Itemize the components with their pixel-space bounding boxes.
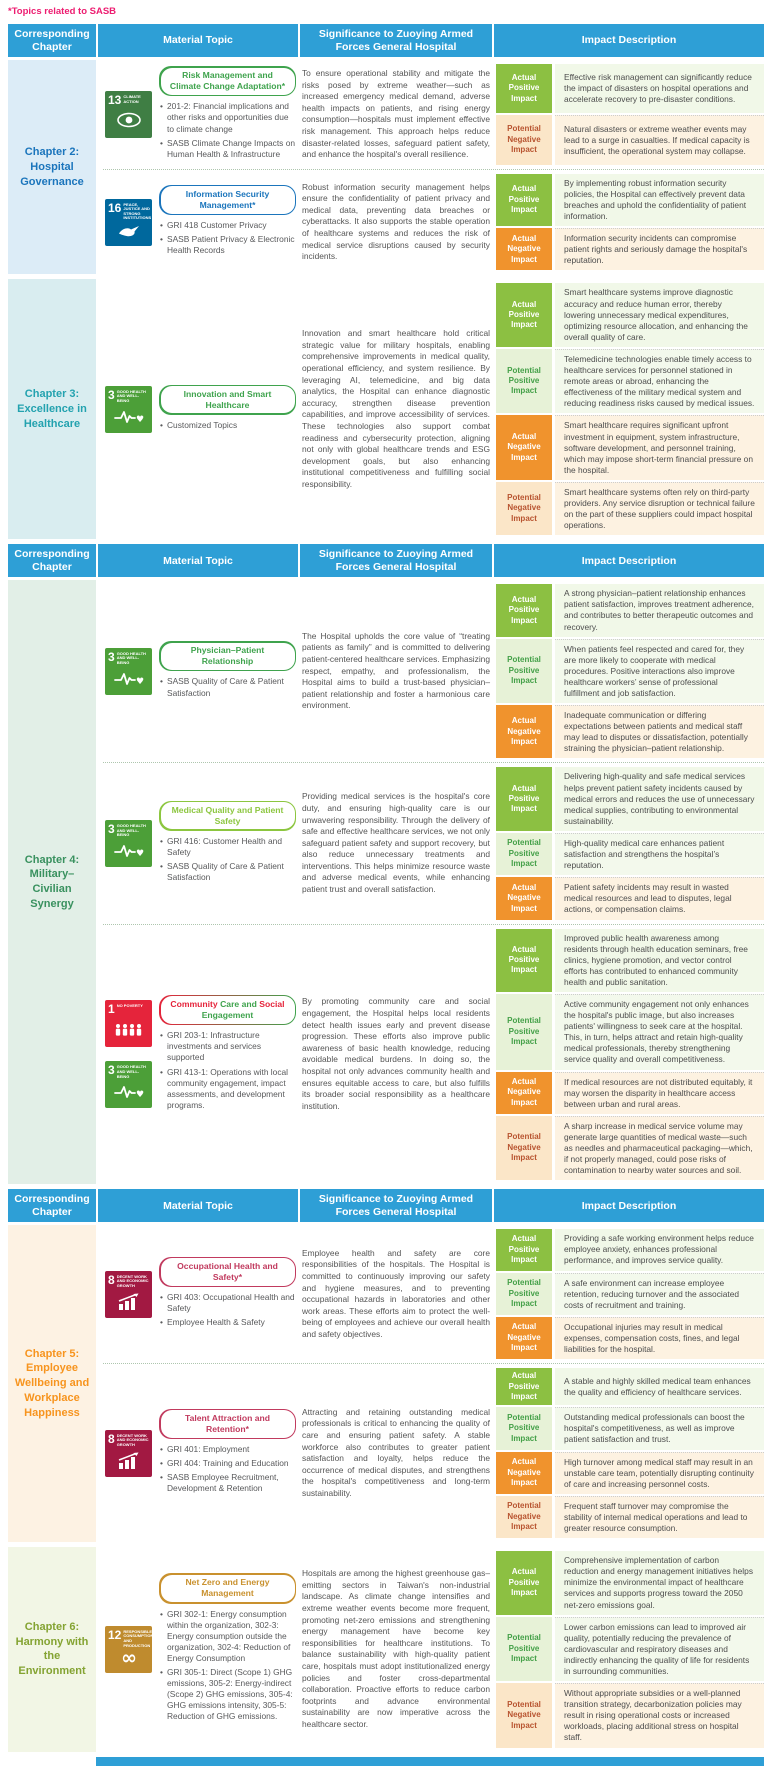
pill-text: Medical Quality and Patient Safety bbox=[171, 804, 284, 826]
topic-row bbox=[103, 279, 764, 539]
topic-row bbox=[103, 1547, 764, 1751]
impact-description-text: High-quality medical care enhances patient satisfaction and strengthens the hospital’s reputation. bbox=[555, 833, 764, 875]
topic-row bbox=[103, 580, 764, 762]
impact-row bbox=[496, 929, 764, 992]
chapter-title: Chapter 6: Harmony with the Environment bbox=[15, 1620, 89, 1678]
actual-positive-badge: Actual Positive Impact bbox=[496, 584, 552, 636]
chapter-row bbox=[8, 279, 764, 539]
sdg-icon-column bbox=[105, 199, 152, 246]
pill-text-segment: Social bbox=[259, 998, 285, 1009]
impact-row bbox=[496, 1683, 764, 1747]
impact-description-text: Outstanding medical professionals can boost the hospital's competitiveness, as well as improve patient satisfaction and trust. bbox=[555, 1407, 764, 1449]
material-topic-cell bbox=[103, 183, 296, 262]
impact-row bbox=[496, 1072, 764, 1114]
material-topic-body bbox=[159, 185, 296, 260]
impact-description-text: By implementing robust information security policies, the Hospital can effectively prevent data breaches and uphold the confidentiality of patient information. bbox=[555, 174, 764, 226]
sdg-header bbox=[108, 1433, 149, 1448]
sdg-13-icon bbox=[105, 91, 152, 138]
potential-negative-badge: Potential Negative Impact bbox=[496, 1116, 552, 1180]
actual-positive-badge: Actual Positive Impact bbox=[496, 283, 552, 346]
sdg-title: GOOD HEALTH AND WELL-BEING bbox=[116, 650, 146, 666]
impact-description-text: Without appropriate subsidies or a well-planned transition strategy, decarbonization policies may result in rising operational costs or increased workloads, placing additional stress on hospital staff. bbox=[555, 1683, 764, 1747]
impact-list bbox=[496, 929, 764, 1181]
sdg-number: 12 bbox=[108, 1627, 122, 1642]
material-topic-label bbox=[161, 186, 295, 213]
heartbeat-icon bbox=[108, 838, 149, 864]
pill-text: Net Zero and Energy Management bbox=[185, 1577, 270, 1599]
gri-standard-item: • 201-2: Financial implications and other risks and opportunities due to climate change bbox=[159, 101, 296, 134]
impact-description-text: Comprehensive implementation of carbon reduction and energy management initiatives helps minimize the environmental impact of healthcare services and supports progress toward the 2050 net-zero emissions goal. bbox=[555, 1551, 764, 1614]
sdg-8-icon bbox=[105, 1430, 152, 1477]
impact-row bbox=[496, 1496, 764, 1538]
impact-row bbox=[496, 584, 764, 636]
topic-row bbox=[103, 60, 764, 169]
sdg-header bbox=[108, 1064, 149, 1079]
material-topic-label bbox=[161, 643, 295, 670]
impact-row bbox=[496, 174, 764, 226]
report-table bbox=[8, 24, 764, 1752]
column-header-impact-description: Impact Description bbox=[494, 544, 764, 577]
gri-standard-list bbox=[159, 676, 296, 701]
impact-description-text: Providing a safe working environment helps reduce employee anxiety, enhances professional performance, and improves service quality. bbox=[555, 1229, 764, 1270]
sdg-number: 13 bbox=[108, 92, 122, 107]
actual-negative-badge: Actual Negative Impact bbox=[496, 1317, 552, 1359]
potential-negative-badge: Potential Negative Impact bbox=[496, 1496, 552, 1538]
sdg-header bbox=[108, 200, 152, 221]
topic-row bbox=[103, 924, 764, 1185]
material-topic-cell bbox=[103, 1407, 296, 1500]
sdg-number: 3 bbox=[108, 1063, 115, 1078]
chapter-cell bbox=[8, 60, 96, 274]
impact-row bbox=[496, 705, 764, 758]
sdg-title: RESPONSIBLE CONSUMPTION AND PRODUCTION bbox=[123, 1628, 154, 1648]
sdg-title: DECENT WORK AND ECONOMIC GROWTH bbox=[116, 1273, 149, 1288]
impact-row bbox=[496, 1368, 764, 1405]
sdg-number: 1 bbox=[108, 1002, 115, 1017]
gri-standard-list bbox=[159, 101, 296, 162]
impact-list bbox=[496, 767, 764, 919]
sdg-header bbox=[108, 389, 149, 404]
significance-text: Innovation and smart healthcare hold critical strategic value for military hospitals, enabling comprehensive improvements in medical quality, operational efficiency, and system resilience. By leveraging AI, telemedicine, and big data analytics, the Hospital can enhance diagnostic accuracy, strengthen disease prevention capabilities, and improve accessibility of services. These technologies also support combat readiness and cybersecurity protection, aligning not only with global healthcare trends and ESG development goals, but also enhancing institutional competitiveness and fulfilling social responsibility. bbox=[302, 328, 490, 489]
significance-text: Hospitals are among the highest greenhouse gas–emitting sectors in Taiwan's non-industrial landscape. As climate change intensifies and extreme weather events become more frequent, promoting net-zero emissions and strengthening energy management have become key responsibilities for healthcare institutions. To balance sustainability with high-quality patient care, hospitals must adopt institutionalized energy policies and foster cross-departmental collaboration. Proactive efforts to reduce carbon footprints and advance environmental sustainability are now imperative across the healthcare sector. bbox=[302, 1568, 490, 1729]
potential-positive-badge: Potential Positive Impact bbox=[496, 639, 552, 703]
sdg-title: CLIMATE ACTION bbox=[123, 93, 141, 104]
table-header bbox=[8, 544, 764, 577]
column-header-significance: Significance to Zuoying Armed Forces General Hospital bbox=[300, 1189, 492, 1222]
gri-standard-item: • SASB Quality of Care & Patient Satisfaction bbox=[159, 861, 296, 883]
impact-row bbox=[496, 639, 764, 703]
sdg-title: GOOD HEALTH AND WELL-BEING bbox=[116, 388, 146, 404]
chapter-cell bbox=[8, 580, 96, 1184]
gri-standard-item: • SASB Quality of Care & Patient Satisfaction bbox=[159, 676, 296, 698]
sdg-number: 3 bbox=[108, 387, 115, 402]
potential-positive-badge: Potential Positive Impact bbox=[496, 994, 552, 1070]
sdg-number: 3 bbox=[108, 649, 115, 664]
topic-list bbox=[96, 279, 764, 539]
actual-negative-badge: Actual Negative Impact bbox=[496, 1452, 552, 1494]
impact-row bbox=[496, 228, 764, 270]
actual-positive-badge: Actual Positive Impact bbox=[496, 929, 552, 992]
impact-row bbox=[496, 833, 764, 875]
sdg-icon-column bbox=[105, 1430, 152, 1477]
topic-row bbox=[103, 1225, 764, 1363]
material-topic-label bbox=[161, 802, 295, 829]
impact-row bbox=[496, 767, 764, 830]
gri-standard-list bbox=[159, 1292, 296, 1331]
column-header-corresponding-chapter: Corresponding Chapter bbox=[8, 1189, 96, 1222]
sdg-icon-column bbox=[105, 91, 152, 138]
chapter-cell bbox=[8, 1547, 96, 1751]
significance-text: Employee health and safety are core responsibilities of the hospitals. The Hospital is committed to continuously improving our safety and hygiene measures, and to preventing occupational hazards in laboratories and other work areas. These efforts aim to protect the well-being of employees and achieve our overall health and safety objectives. bbox=[302, 1247, 490, 1339]
impact-description-text: Frequent staff turnover may compromise the stability of internal medical operations and lead to greater resource consumption. bbox=[555, 1496, 764, 1538]
material-topic-pill bbox=[159, 1409, 296, 1439]
svg-text:♥: ♥ bbox=[135, 1090, 144, 1101]
impact-description-text: Inadequate communication or differing expectations between patients and medical staff may lead to disputes or dissatisfaction, potentially straining the physician–patient relationship. bbox=[555, 705, 764, 758]
chapter-row bbox=[8, 1225, 764, 1542]
column-header-impact-description: Impact Description bbox=[494, 1189, 764, 1222]
impact-description-text: High turnover among medical staff may result in an unstable care team, potentially disrupting continuity of care and increasing personnel costs. bbox=[555, 1452, 764, 1494]
sdg-number: 8 bbox=[108, 1431, 115, 1446]
impact-list bbox=[496, 1229, 764, 1359]
svg-text:♥: ♥ bbox=[135, 848, 144, 859]
material-topic-pill bbox=[159, 1257, 296, 1287]
impact-row bbox=[496, 115, 764, 165]
material-topic-body bbox=[159, 801, 296, 887]
chapter-row bbox=[8, 580, 764, 1184]
potential-positive-badge: Potential Positive Impact bbox=[496, 1617, 552, 1681]
heartbeat-icon bbox=[108, 1079, 149, 1105]
sdg-title: DECENT WORK AND ECONOMIC GROWTH bbox=[116, 1432, 149, 1447]
dove-icon bbox=[108, 221, 149, 243]
sdg-header bbox=[108, 94, 149, 106]
column-header-corresponding-chapter: Corresponding Chapter bbox=[8, 544, 96, 577]
growth-chart-icon bbox=[108, 1447, 149, 1473]
material-topic-body bbox=[159, 641, 296, 702]
column-header-corresponding-chapter: Corresponding Chapter bbox=[8, 24, 96, 57]
actual-negative-badge: Actual Negative Impact bbox=[496, 705, 552, 758]
impact-row bbox=[496, 1617, 764, 1681]
pill-text: Innovation and Smart Healthcare bbox=[183, 388, 272, 410]
topic-list bbox=[96, 1225, 764, 1542]
significance-text: By promoting community care and social engagement, the Hospital helps local residents detect health issues early and prevent disease progression. These efforts also improve public awareness of basic health knowledge, reducing avoidable medical burdens. In doing so, the hospital not only advances community health and ensures equitable access to care, but also fulfills its broader social responsibility as a healthcare institution. bbox=[302, 996, 490, 1111]
impact-row bbox=[496, 349, 764, 413]
impact-row bbox=[496, 283, 764, 346]
impact-row bbox=[496, 1317, 764, 1359]
topic-row bbox=[103, 169, 764, 275]
sasb-note: *Topics related to SASB bbox=[8, 6, 117, 17]
material-topic-cell bbox=[103, 799, 296, 889]
sdg-title: GOOD HEALTH AND WELL-BEING bbox=[116, 822, 146, 838]
impact-list bbox=[496, 64, 764, 165]
chapter-title: Chapter 5: Employee Wellbeing and Workplace Happiness bbox=[14, 1347, 90, 1419]
material-topic-cell bbox=[103, 993, 296, 1116]
impact-description-text: Patient safety incidents may result in wasted medical resources and lead to disputes, legal actions, or compensation claims. bbox=[555, 877, 764, 919]
chapter-title: Chapter 4: Military– Civilian Synergy bbox=[24, 853, 80, 911]
sdg-icon-column bbox=[105, 386, 152, 433]
actual-negative-badge: Actual Negative Impact bbox=[496, 877, 552, 919]
impact-list bbox=[496, 1551, 764, 1747]
column-header-material-topic: Material Topic bbox=[98, 544, 298, 577]
actual-positive-badge: Actual Positive Impact bbox=[496, 1229, 552, 1270]
significance-text: The Hospital upholds the core value of “treating patients as family” and is committed to delivering patient-centered healthcare services. Emphasizing respect, empathy, and professionalism, the Hospital aims to build a trust-based physician–patient relationship and foster a harmonious care environment. bbox=[302, 630, 490, 711]
impact-description-text: Delivering high-quality and safe medical services helps prevent patient safety incidents caused by medical errors and reduces the use of unnecessary medical supplies, contributing to environmental sustainability. bbox=[555, 767, 764, 830]
actual-negative-badge: Actual Negative Impact bbox=[496, 228, 552, 270]
gri-standard-item: • SASB Employee Recruitment, Development & Retention bbox=[159, 1472, 296, 1494]
sdg-header bbox=[108, 1003, 149, 1015]
column-header-significance: Significance to Zuoying Armed Forces General Hospital bbox=[300, 544, 492, 577]
material-topic-body bbox=[159, 1409, 296, 1498]
impact-row bbox=[496, 1407, 764, 1449]
material-topic-pill bbox=[159, 641, 296, 671]
actual-negative-badge: Actual Negative Impact bbox=[496, 1072, 552, 1114]
gri-standard-item: • GRI 203-1: Infrastructure investments and services supported bbox=[159, 1030, 296, 1063]
heartbeat-icon bbox=[108, 404, 149, 430]
impact-list bbox=[496, 283, 764, 535]
sdg-number: 16 bbox=[108, 200, 122, 215]
gri-standard-item: • GRI 302-1: Energy consumption within the organization, 302-3: Energy consumption outside the organization, 302-4: Reduction of Energy Consumption bbox=[159, 1609, 296, 1664]
potential-positive-badge: Potential Positive Impact bbox=[496, 1407, 552, 1449]
sdg-icon-column bbox=[105, 1626, 152, 1673]
column-header-impact-description: Impact Description bbox=[494, 24, 764, 57]
chapter-cell bbox=[8, 1225, 96, 1542]
material-topic-cell bbox=[103, 1571, 296, 1727]
impact-description-text: A strong physician–patient relationship enhances patient satisfaction, improves treatment adherence, and contributes to better therapeutic outcomes and recovery. bbox=[555, 584, 764, 636]
potential-positive-badge: Potential Positive Impact bbox=[496, 349, 552, 413]
sdg-12-icon bbox=[105, 1626, 152, 1673]
impact-row bbox=[496, 415, 764, 479]
impact-row bbox=[496, 64, 764, 113]
sdg-header bbox=[108, 651, 149, 666]
impact-description-text: When patients feel respected and cared for, they are more likely to cooperate with medical procedures. Positive interactions also improve healthcare workers’ sense of professional fulfillment and job satisfaction. bbox=[555, 639, 764, 703]
actual-negative-badge: Actual Negative Impact bbox=[496, 415, 552, 479]
sdg-1-icon bbox=[105, 1000, 152, 1047]
material-topic-label bbox=[161, 1258, 295, 1285]
chapter-row bbox=[8, 60, 764, 274]
potential-positive-badge: Potential Positive Impact bbox=[496, 1273, 552, 1315]
gri-standard-item: • GRI 401: Employment bbox=[159, 1444, 296, 1455]
significance-text: Attracting and retaining outstanding medical professionals is critical to enhancing the quality of care and ensuring patient safety. A stable workforce also contributes to greater patient satisfaction and loyalty, helps reduce the occurrence of medical disputes, and strengthens the hospital's competitiveness and long-term sustainability. bbox=[302, 1406, 490, 1498]
material-topic-body bbox=[159, 1257, 296, 1332]
topic-list bbox=[96, 1547, 764, 1751]
material-topic-label bbox=[161, 386, 295, 413]
gri-standard-item: • SASB Climate Change Impacts on Human Health & Infrastructure bbox=[159, 138, 296, 160]
sdg-icon-column bbox=[105, 1000, 152, 1108]
impact-description-text: A safe environment can increase employee retention, reducing turnover and the associated costs of recruitment and training. bbox=[555, 1273, 764, 1315]
sdg-3-icon bbox=[105, 820, 152, 867]
actual-positive-badge: Actual Positive Impact bbox=[496, 64, 552, 113]
impact-list bbox=[496, 1368, 764, 1538]
material-topic-label bbox=[161, 1410, 295, 1437]
material-topic-pill bbox=[159, 995, 296, 1025]
table-header bbox=[8, 24, 764, 57]
sdg-number: 8 bbox=[108, 1272, 115, 1287]
impact-list bbox=[496, 174, 764, 271]
column-header-significance: Significance to Zuoying Armed Forces General Hospital bbox=[300, 24, 492, 57]
material-topic-pill bbox=[159, 1573, 296, 1603]
pill-text-segment: Care and bbox=[220, 998, 260, 1009]
gri-standard-item: • GRI 418 Customer Privacy bbox=[159, 220, 296, 231]
actual-positive-badge: Actual Positive Impact bbox=[496, 174, 552, 226]
pill-text: Risk Management and Climate Change Adaptation* bbox=[169, 70, 286, 92]
impact-description-text: Improved public health awareness among residents through health education seminars, free clinics, hygiene promotion, and vector control efforts has contributed to enhanced community health and public sanitation. bbox=[555, 929, 764, 992]
gri-standard-list bbox=[159, 836, 296, 886]
sdg-icon-column bbox=[105, 820, 152, 867]
impact-description-text: A sharp increase in medical service volume may generate large quantities of medical waste—such as needles and pharmaceutical packaging—which, if not properly managed, could pose risks of contamination to nearby water sources and soil. bbox=[555, 1116, 764, 1180]
impact-description-text: Lower carbon emissions can lead to improved air quality, potentially reducing the prevalence of cardiovascular and respiratory diseases and indirectly enhancing the quality of life for residents in surrounding communities. bbox=[555, 1617, 764, 1681]
material-topic-label bbox=[161, 996, 295, 1023]
impact-description-text: Occupational injuries may result in medical expenses, compensation costs, fines, and legal liabilities for the hospital. bbox=[555, 1317, 764, 1359]
people-icon bbox=[108, 1015, 149, 1044]
impact-description-text: If medical resources are not distributed equitably, it may worsen the disparity in healthcare access between urban and rural areas. bbox=[555, 1072, 764, 1114]
significance-text: Robust information security management helps ensure the confidentiality of patient privacy and medical data, preventing data breaches or cyberattacks. It also supports the stable operation of healthcare systems and reduces the risk of medical service disruptions caused by security incidents. bbox=[302, 181, 490, 262]
chapter-title: Chapter 3: Excellence in Healthcare bbox=[17, 388, 87, 430]
potential-negative-badge: Potential Negative Impact bbox=[496, 115, 552, 165]
sdg-header bbox=[108, 823, 149, 838]
gri-standard-item: • SASB Patient Privacy & Electronic Health Records bbox=[159, 234, 296, 256]
gri-standard-item: • GRI 403: Occupational Health and Safety bbox=[159, 1292, 296, 1314]
significance-text: Providing medical services is the hospital's core duty, and ensuring high-quality care is our unwavering responsibility. Through the delivery of safe and effective healthcare services, we not only safeguard patient safety and support recovery, but also reduce unnecessary treatments and interventions. This helps minimize resource waste and adverse medical events, while enhancing patient trust and overall satisfaction. bbox=[302, 791, 490, 895]
sdg-header bbox=[108, 1274, 149, 1289]
material-topic-cell bbox=[103, 1255, 296, 1334]
sdg-header bbox=[108, 1627, 154, 1648]
sdg-3-icon bbox=[105, 648, 152, 695]
sdg-8-icon bbox=[105, 1271, 152, 1318]
material-topic-pill bbox=[159, 385, 296, 415]
gri-standard-list bbox=[159, 420, 296, 434]
column-header-material-topic: Material Topic bbox=[98, 24, 298, 57]
topic-list bbox=[96, 580, 764, 1184]
impact-description-text: Smart healthcare systems often rely on third-party providers. Any service disruption or technical failure on the part of these suppliers could impact hospital operations. bbox=[555, 482, 764, 535]
impact-description-text: Active community engagement not only enhances the hospital's public image, but also increases patients' willingness to seek care at the hospital. This, in turn, helps attract and retain high-quality medical professionals, thereby strengthening service quality and overall competitiveness. bbox=[555, 994, 764, 1070]
material-topic-cell bbox=[103, 639, 296, 704]
svg-text:♥: ♥ bbox=[135, 676, 144, 687]
svg-text:∞: ∞ bbox=[120, 1650, 137, 1669]
gri-standard-item: • Employee Health & Safety bbox=[159, 1317, 296, 1328]
table-header bbox=[8, 1189, 764, 1222]
material-topic-cell bbox=[103, 383, 296, 436]
globe-eye-icon bbox=[108, 106, 149, 135]
material-topic-body bbox=[159, 995, 296, 1114]
impact-row bbox=[496, 994, 764, 1070]
significance-text: To ensure operational stability and mitigate the risks posed by extreme weather—such as increased emergency medical demand, adverse health impacts on patients, and rising energy consumption—hospitals must implement effective risk management. This approach helps reduce disaster-related losses, safeguard patient safety, and enhance the hospital's overall resilience. bbox=[302, 68, 490, 160]
gri-standard-list bbox=[159, 220, 296, 259]
sdg-title: GOOD HEALTH AND WELL-BEING bbox=[116, 1064, 146, 1079]
actual-positive-badge: Actual Positive Impact bbox=[496, 1368, 552, 1405]
potential-positive-badge: Potential Positive Impact bbox=[496, 833, 552, 875]
impact-row bbox=[496, 877, 764, 919]
impact-description-text: A stable and highly skilled medical team enhances the quality and efficiency of healthcare services. bbox=[555, 1368, 764, 1405]
impact-description-text: Information security incidents can compromise patient rights and seriously damage the hospital's reputation. bbox=[555, 228, 764, 270]
impact-row bbox=[496, 1229, 764, 1270]
material-topic-label bbox=[161, 68, 295, 95]
potential-negative-badge: Potential Negative Impact bbox=[496, 1683, 552, 1747]
gri-standard-item: • GRI 305-1: Direct (Scope 1) GHG emissions, 305-2: Energy-indirect (Scope 2) GHG emissions, 305-4: GHG emissions intensity, 305-5: Reduction of GHG emissions. bbox=[159, 1667, 296, 1722]
impact-list bbox=[496, 584, 764, 758]
pill-text: Physician–Patient Relationship bbox=[190, 645, 265, 667]
actual-positive-badge: Actual Positive Impact bbox=[496, 767, 552, 830]
pill-text-segment: Engagement bbox=[201, 1010, 254, 1021]
column-header-material-topic: Material Topic bbox=[98, 1189, 298, 1222]
impact-description-text: Natural disasters or extreme weather events may lead to a surge in casualties. If medical capacity is insufficient, the operational system may collapse. bbox=[555, 115, 764, 165]
sdg-3-icon bbox=[105, 1061, 152, 1108]
gri-standard-item: • GRI 413-1: Operations with local community engagement, impact assessments, and development programs. bbox=[159, 1067, 296, 1111]
chapter-title: Chapter 2: Hospital Governance bbox=[20, 145, 84, 188]
heartbeat-icon bbox=[108, 666, 149, 692]
actual-positive-badge: Actual Positive Impact bbox=[496, 1551, 552, 1614]
sdg-icon-column bbox=[105, 648, 152, 695]
sdg-number: 3 bbox=[108, 821, 115, 836]
potential-negative-badge: Potential Negative Impact bbox=[496, 482, 552, 535]
pill-text: Occupational Health and Safety* bbox=[177, 1260, 278, 1283]
gri-standard-list bbox=[159, 1030, 296, 1114]
material-topic-cell bbox=[103, 64, 296, 165]
material-topic-body bbox=[159, 66, 296, 163]
gri-standard-item: • GRI 404: Training and Education bbox=[159, 1458, 296, 1469]
pill-text: Information Security Management* bbox=[185, 188, 270, 210]
material-topic-body bbox=[159, 1573, 296, 1725]
sdg-icon-column bbox=[105, 1271, 152, 1318]
infinity-icon bbox=[108, 1648, 149, 1670]
footer-bar bbox=[96, 1757, 764, 1766]
gri-standard-list bbox=[159, 1609, 296, 1726]
topic-row bbox=[103, 762, 764, 923]
sdg-title: PEACE, JUSTICE AND STRONG INSTITUTIONS bbox=[123, 201, 152, 221]
impact-description-text: Telemedicine technologies enable timely access to healthcare services for personnel stationed in remote areas or abroad, enhancing the effectiveness of the military medical system and reducing readiness risks caused by medical issues. bbox=[555, 349, 764, 413]
impact-description-text: Effective risk management can significantly reduce the impact of disasters on hospital operations and accelerate recovery to pre-disaster conditions. bbox=[555, 64, 764, 113]
impact-row bbox=[496, 1116, 764, 1180]
material-topic-body bbox=[159, 385, 296, 434]
gri-standard-item: • Customized Topics bbox=[159, 420, 296, 431]
sdg-16-icon bbox=[105, 199, 152, 246]
pill-text: Talent Attraction and Retention* bbox=[185, 1412, 270, 1434]
impact-row bbox=[496, 1273, 764, 1315]
sdg-title: NO POVERTY bbox=[116, 1003, 143, 1009]
chapter-row bbox=[8, 1547, 764, 1751]
impact-row bbox=[496, 482, 764, 535]
topic-list bbox=[96, 60, 764, 274]
growth-chart-icon bbox=[108, 1288, 149, 1314]
material-topic-pill bbox=[159, 185, 296, 215]
sdg-3-icon bbox=[105, 386, 152, 433]
gri-standard-item: • GRI 416: Customer Health and Safety bbox=[159, 836, 296, 858]
impact-row bbox=[496, 1452, 764, 1494]
impact-description-text: Smart healthcare systems improve diagnostic accuracy and reduce human error, thereby lowering unnecessary medical expenditures, optimizing resource allocation, and enhancing the overall quality of care. bbox=[555, 283, 764, 346]
chapter-cell bbox=[8, 279, 96, 539]
gri-standard-list bbox=[159, 1444, 296, 1497]
material-topic-pill bbox=[159, 66, 296, 96]
impact-description-text: Smart healthcare requires significant upfront investment in equipment, system infrastructure, software development, and personnel training, which may impose short-term financial pressure on the hospital. bbox=[555, 415, 764, 479]
material-topic-label bbox=[161, 1575, 295, 1602]
svg-text:♥: ♥ bbox=[135, 414, 144, 425]
material-topic-pill bbox=[159, 801, 296, 831]
pill-text-segment: Community bbox=[170, 998, 221, 1009]
topic-row bbox=[103, 1363, 764, 1542]
impact-row bbox=[496, 1551, 764, 1614]
